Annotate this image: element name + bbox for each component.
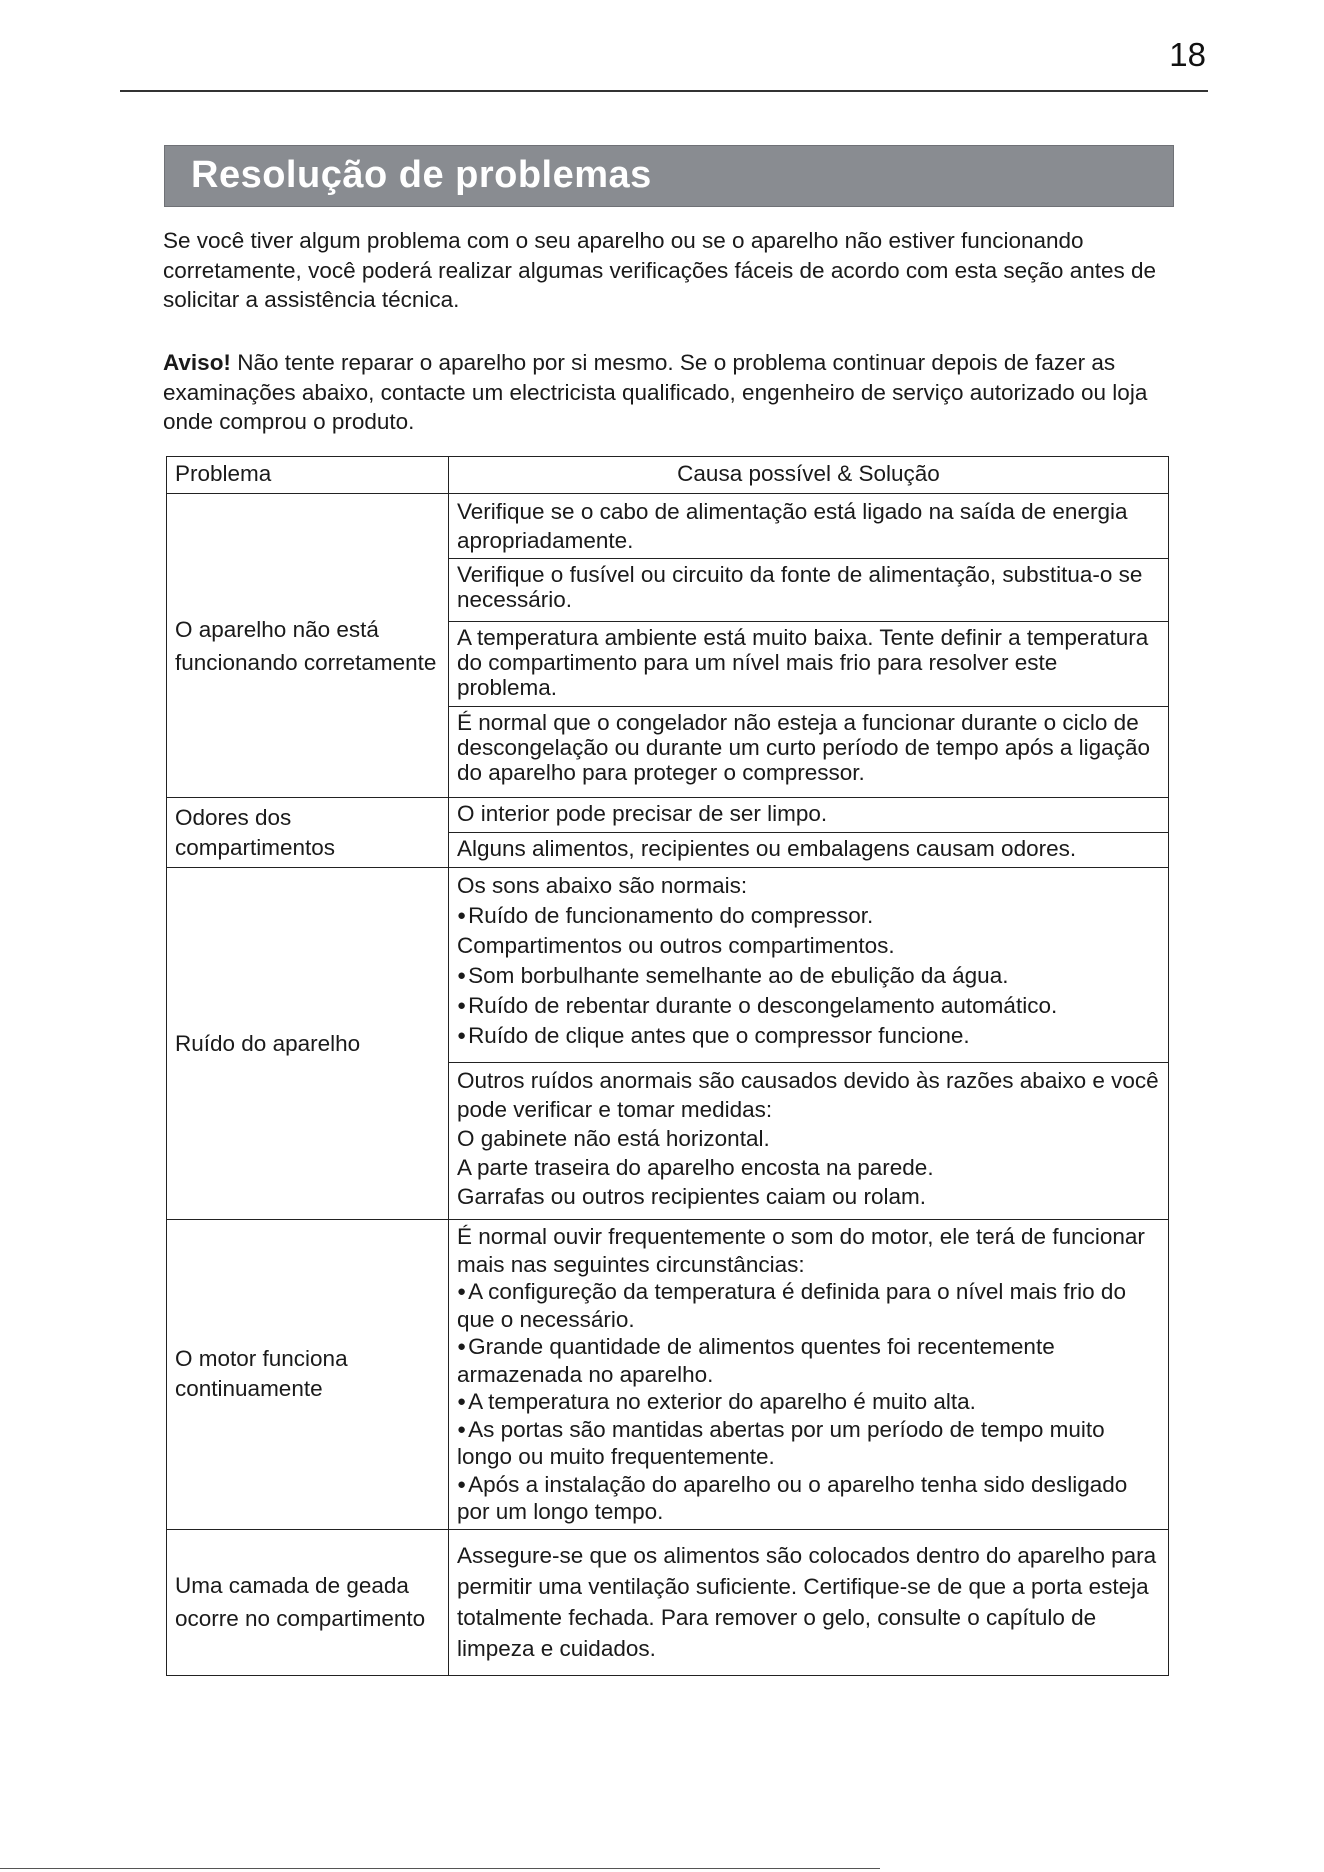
solution-cell: Alguns alimentos, recipientes ou embalagens causam odores. [449,833,1169,868]
solution-cell: Verifique o fusível ou circuito da fonte de alimentação, substitua-o se necessário. [449,559,1169,622]
solution-cell [449,1063,1169,1220]
solution-bullet: ● A temperatura no exterior do aparelho é muito alta. [457,1388,1160,1416]
table-header-row [167,457,1169,494]
footer-rule [0,1868,880,1869]
solution-cell: O interior pode precisar de ser limpo. [449,798,1169,833]
solution-cell [449,868,1169,1063]
solution-bullet: ● Após a instalação do aparelho ou o aparelho tenha sido desligado por um longo tempo. [457,1471,1160,1526]
page-number: 18 [1169,36,1206,73]
solution-line: Os sons abaixo são normais: [457,873,748,898]
problem-cell: Uma camada de geada ocorre no compartimento [167,1529,449,1675]
solution-bullet: ● Ruído de rebentar durante o descongelamento automático. [457,991,1160,1021]
solution-bullet: ● Ruído de clique antes que o compressor funcione. [457,1021,1160,1051]
problem-cell: O motor funciona continuamente [167,1220,449,1530]
intro-paragraph: Se você tiver algum problema com o seu aparelho ou se o aparelho não estiver funcionando corretamente, você poderá realizar algumas verificações fáceis de acordo com esta seção antes de solicitar a assistência técnica. [163,228,1157,312]
section-banner [164,145,1174,207]
solution-bullet: ● As portas são mantidas abertas por um período de tempo muito longo ou muito frequentemente. [457,1416,1160,1471]
table-row [167,1529,1169,1675]
solution-cell: A temperatura ambiente está muito baixa. Tente definir a temperatura do compartimento para um nível mais frio para resolver este problema. [449,622,1169,707]
warning-label: Aviso! [163,350,231,375]
problem-cell: O aparelho não está funcionando corretamente [167,494,449,798]
solution-bullet: ● A configureção da temperatura é definida para o nível mais frio do que o necessário. [457,1278,1160,1333]
table-row [167,868,1169,1063]
warning-paragraph [163,348,1173,437]
solution-line: É normal ouvir frequentemente o som do motor, ele terá de funcionar mais nas seguintes circunstâncias: [457,1224,1145,1277]
column-header-problem: Problema [167,457,449,494]
solution-bullet: ● Ruído de funcionamento do compressor. [457,901,1160,931]
solution-line: A parte traseira do aparelho encosta na parede. [457,1155,934,1180]
solution-line: Compartimentos ou outros compartimentos. [457,933,895,958]
column-header-solution: Causa possível & Solução [449,457,1169,494]
solution-cell: Assegure-se que os alimentos são colocados dentro do aparelho para permitir uma ventilação suficiente. Certifique-se de que a porta esteja totalmente fechada. Para remover o gelo, consulte o capítulo de limpeza e cuidados. [449,1529,1169,1675]
solution-bullet: ● Som borbulhante semelhante ao de ebulição da água. [457,961,1160,991]
problem-cell: Ruído do aparelho [167,868,449,1220]
solution-line: O gabinete não está horizontal. [457,1126,770,1151]
warning-text: Não tente reparar o aparelho por si mesmo. Se o problema continuar depois de fazer as examinações abaixo, contacte um electricista qualificado, engenheiro de serviço autorizado ou loja onde comprou o produto. [163,350,1148,434]
troubleshooting-table [166,456,1169,1676]
table-row [167,798,1169,833]
problem-cell: Odores dos compartimentos [167,798,449,868]
solution-cell [449,1220,1169,1530]
solution-cell: Verifique se o cabo de alimentação está ligado na saída de energia apropriadamente. [449,494,1169,559]
table-row [167,1220,1169,1530]
solution-bullet: ● Grande quantidade de alimentos quentes foi recentemente armazenada no aparelho. [457,1333,1160,1388]
solution-cell: É normal que o congelador não esteja a funcionar durante o ciclo de descongelação ou durante um curto período de tempo após a ligação do aparelho para proteger o compressor. [449,707,1169,798]
header-rule [120,90,1208,92]
section-title: Resolução de problemas [191,154,652,196]
solution-line: Outros ruídos anormais são causados devido às razões abaixo e você pode verificar e tomar medidas: [457,1068,1159,1122]
solution-line: Garrafas ou outros recipientes caiam ou rolam. [457,1184,926,1209]
table-row [167,494,1169,559]
